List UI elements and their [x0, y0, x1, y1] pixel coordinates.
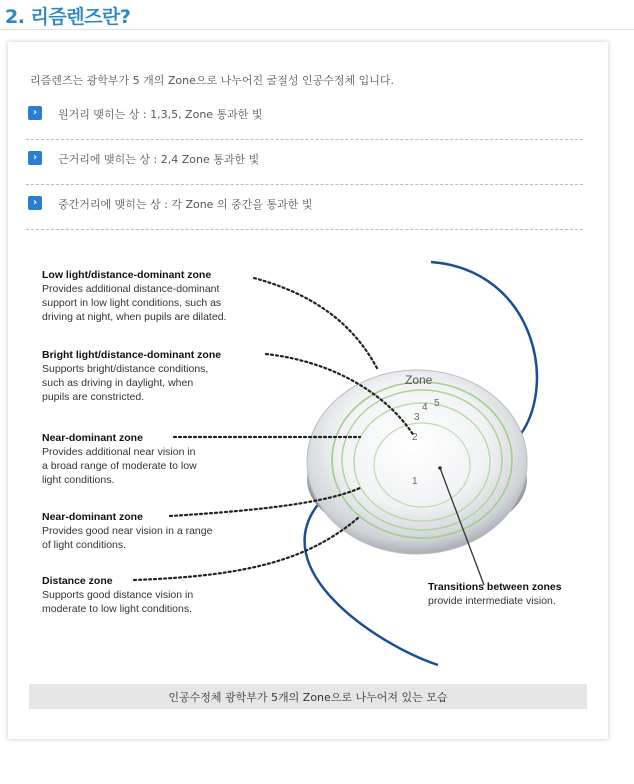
- svg-text:such as driving in daylight, w: such as driving in daylight, when: [42, 377, 194, 389]
- intro-text: 리즘렌즈는 광학부가 5 개의 Zone으로 나누어진 굴절성 인공수정체 입니다.: [30, 74, 394, 87]
- svg-text:Provides good near vision in a: Provides good near vision in a range: [42, 525, 213, 537]
- zone-annotation-title: Near-dominant zone: [42, 432, 143, 444]
- lens-zone-diagram: [8, 240, 608, 670]
- svg-text:Supports bright/distance condi: Supports bright/distance conditions,: [42, 363, 209, 375]
- zone-annotation-4: [42, 511, 213, 551]
- zone-annotation-title: Distance zone: [42, 575, 113, 587]
- zone-label-4: 4: [422, 402, 428, 413]
- svg-text:driving at night, when pupils: driving at night, when pupils are dilated.: [42, 311, 227, 323]
- chevron-right-icon: ›: [28, 196, 42, 210]
- title-divider: [0, 29, 634, 30]
- zone-label-1: 1: [412, 476, 418, 487]
- svg-text:Provides additional distance-d: Provides additional distance-dominant: [42, 283, 220, 295]
- zone-annotation-title: Low light/distance-dominant zone: [42, 269, 212, 281]
- zone-annotation-title: Bright light/distance-dominant zone: [42, 349, 222, 361]
- lens-optic: [307, 370, 527, 554]
- zone-heading: Zone: [405, 373, 433, 387]
- zone-annotation-1: [42, 269, 226, 323]
- bullet-item-near: [26, 139, 583, 185]
- pointer-line-1: [254, 278, 378, 370]
- bullet-text: 원거리 맺히는 상 : 1,3,5, Zone 통과한 빛: [58, 108, 263, 121]
- bullet-item-far: [26, 94, 583, 140]
- lens-illustration: [8, 240, 608, 670]
- svg-text:support in low light condition: support in low light conditions, such as: [42, 297, 222, 309]
- chevron-right-icon: ›: [28, 151, 42, 165]
- zone-annotation-2: [42, 349, 221, 403]
- bullet-text: 근거리에 맺히는 상 : 2,4 Zone 통과한 빛: [58, 153, 260, 166]
- svg-text:Supports good distance vision: Supports good distance vision in: [42, 589, 194, 601]
- svg-text:pupils are constricted.: pupils are constricted.: [42, 391, 145, 403]
- chevron-right-icon: ›: [28, 106, 42, 120]
- svg-text:provide intermediate vision.: provide intermediate vision.: [428, 595, 556, 607]
- content-card: [8, 42, 608, 739]
- svg-text:Transitions between zones: Transitions between zones: [428, 581, 562, 593]
- bullet-item-intermediate: [26, 184, 583, 230]
- svg-text:Provides additional near visio: Provides additional near vision in: [42, 446, 196, 458]
- svg-text:a broad range of moderate to l: a broad range of moderate to low: [42, 460, 197, 472]
- zone-annotation-3: [42, 432, 197, 486]
- zone-label-5: 5: [434, 398, 440, 409]
- page-title: 2. 리즘렌즈란?: [5, 6, 131, 28]
- zone-annotation-title: Near-dominant zone: [42, 511, 143, 523]
- transitions-annotation: [428, 581, 562, 607]
- zone-label-2: 2: [412, 432, 418, 443]
- zone-label-3: 3: [414, 412, 420, 423]
- svg-text:of light conditions.: of light conditions.: [42, 539, 127, 551]
- bullet-text: 중간거리에 맺히는 상 : 각 Zone 의 중간을 통과한 빛: [58, 198, 313, 211]
- svg-text:moderate to low light conditio: moderate to low light conditions.: [42, 603, 192, 615]
- zone-annotation-5: [42, 575, 193, 615]
- image-caption: 인공수정체 광학부가 5개의 Zone으로 나누어져 있는 모습: [29, 684, 587, 709]
- svg-text:light conditions.: light conditions.: [42, 474, 115, 486]
